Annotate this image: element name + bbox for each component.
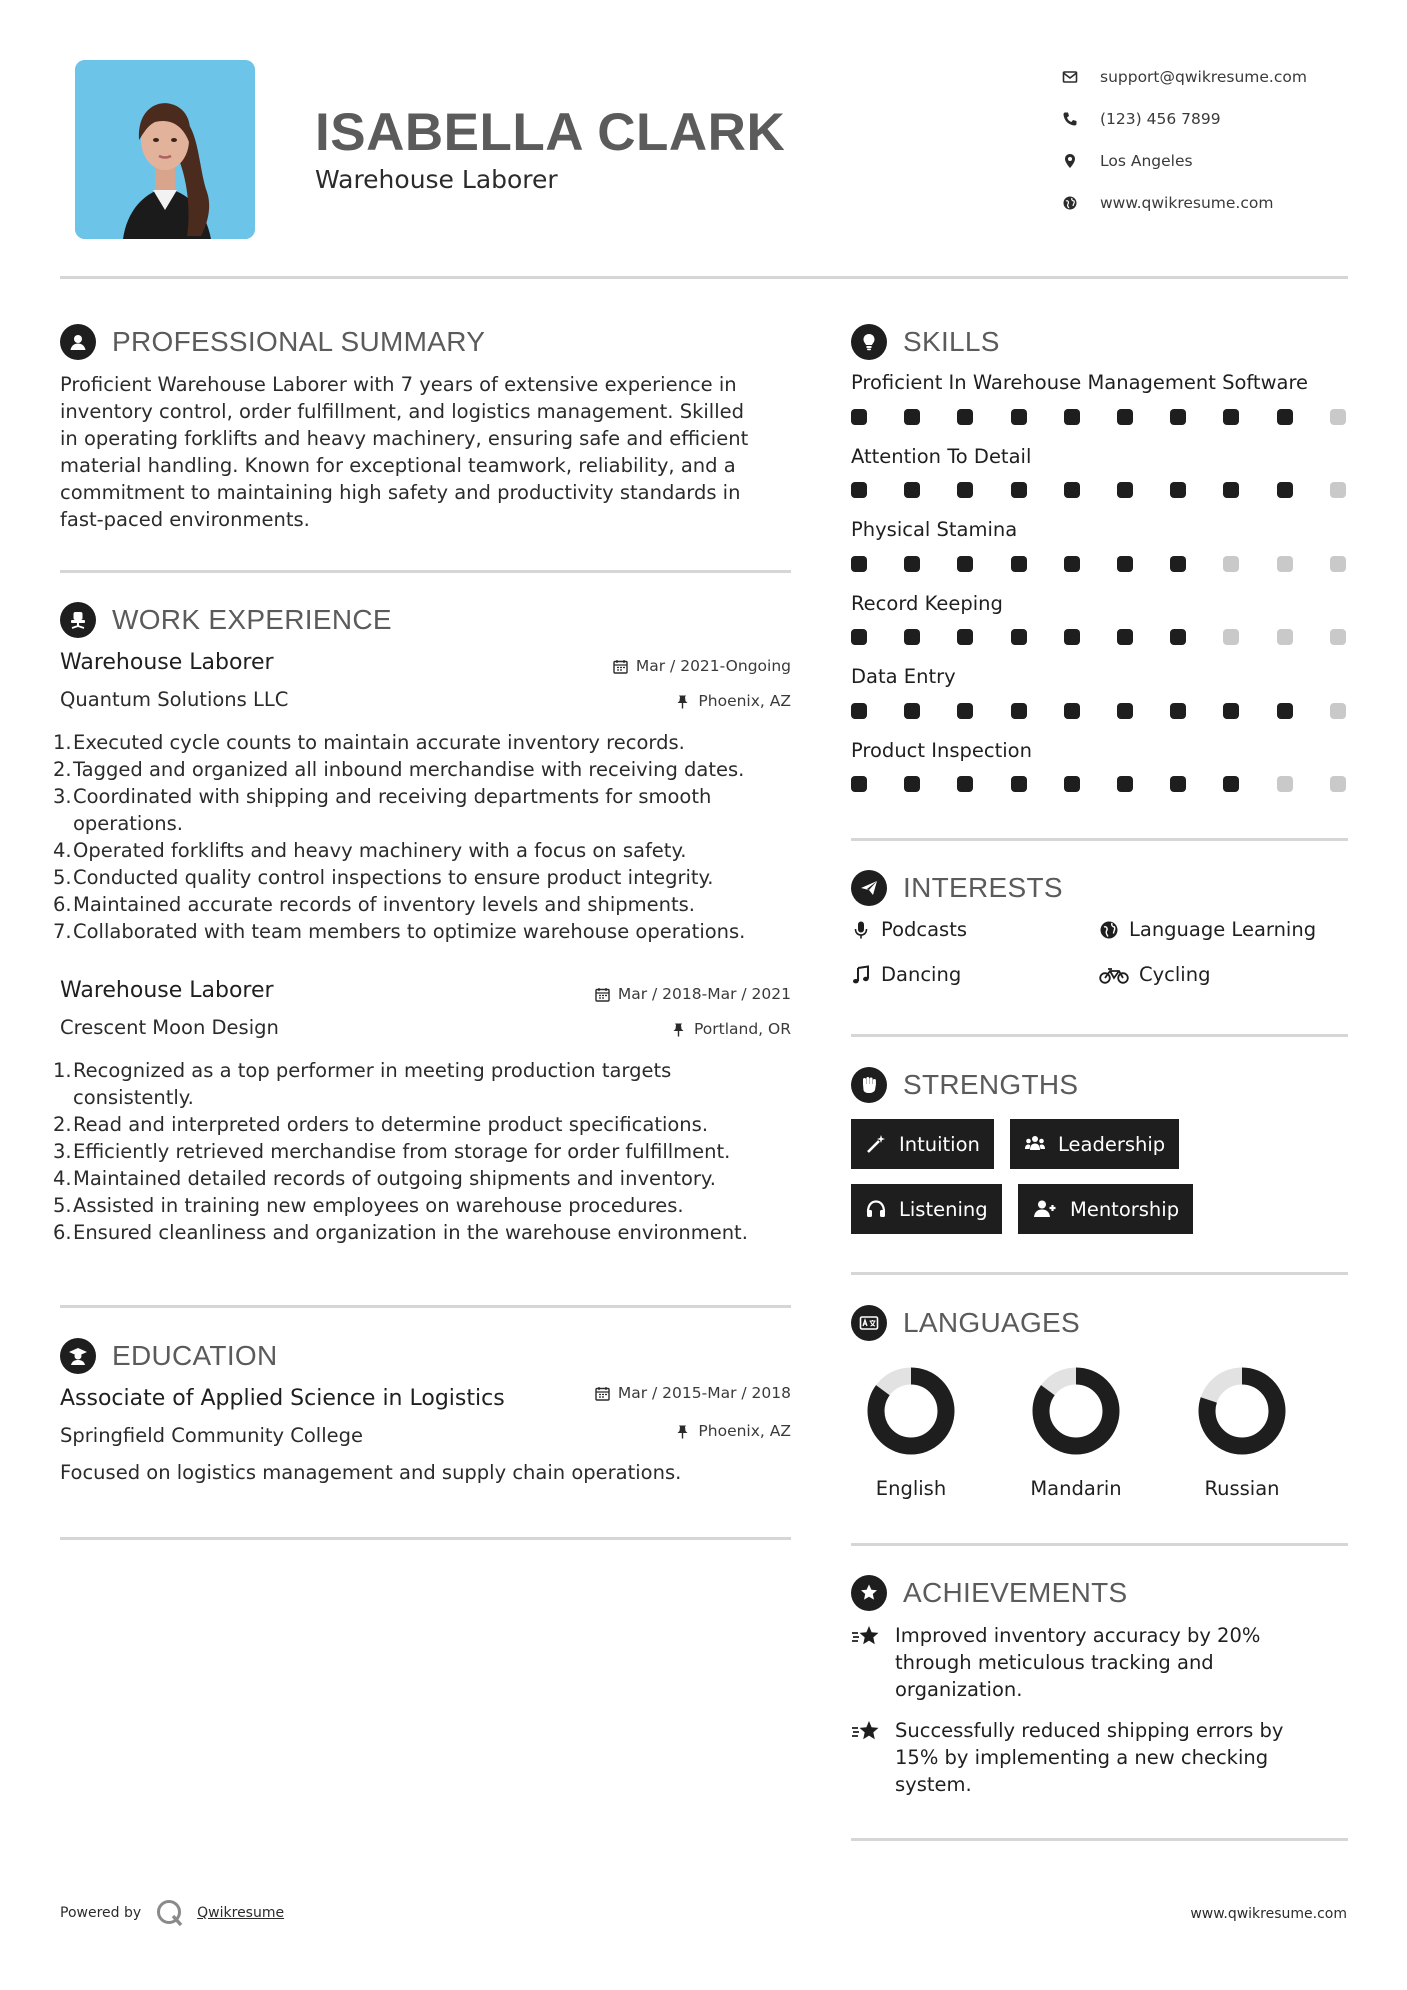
skill-dot-filled — [1064, 629, 1080, 645]
contact-email[interactable] — [1062, 56, 1307, 98]
skill-name: Proficient In Warehouse Management Software — [851, 371, 1309, 394]
job-location — [671, 1020, 791, 1038]
skill-rating — [851, 409, 1351, 425]
lightbulb-icon — [851, 324, 887, 360]
strengths-divider — [851, 1272, 1348, 1275]
calendar-icon — [613, 659, 628, 674]
education-heading — [60, 1338, 278, 1374]
interest-item: Language Learning — [1099, 918, 1316, 941]
summary-text — [60, 371, 748, 533]
languages-divider — [851, 1543, 1348, 1546]
calendar-icon — [595, 987, 610, 1002]
strength-tag: Listening — [851, 1184, 1002, 1234]
summary-line: Proficient Warehouse Laborer with 7 years of extensive experience in — [60, 373, 737, 396]
skill-dot-filled — [1117, 703, 1133, 719]
skill-dot-filled — [1277, 409, 1293, 425]
interest-item: Podcasts — [851, 918, 967, 941]
list-item: 3. Coordinated with shipping and receiving departments for smooth operations. — [53, 785, 712, 835]
job-duties — [53, 729, 745, 945]
education-divider — [60, 1537, 791, 1540]
skill-dot-filled — [904, 482, 920, 498]
map-marker-icon — [1062, 153, 1100, 169]
music-note-icon — [851, 965, 871, 985]
job-title: Warehouse Laborer — [60, 650, 274, 675]
skill-dot-filled — [904, 409, 920, 425]
interests-divider — [851, 1034, 1348, 1037]
graduate-icon — [60, 1338, 96, 1374]
language-icon — [851, 1305, 887, 1341]
skill-dot-empty — [1330, 409, 1346, 425]
microphone-icon — [851, 920, 871, 940]
skill-dot-filled — [1170, 409, 1186, 425]
skill-dot-filled — [1117, 409, 1133, 425]
skill-dot-filled — [904, 776, 920, 792]
skill-dot-filled — [904, 629, 920, 645]
skill-name: Data Entry — [851, 665, 956, 688]
summary-line: fast-paced environments. — [60, 508, 310, 531]
footer-website[interactable]: www.qwikresume.com — [1190, 1906, 1347, 1922]
interest-item: Cycling — [1099, 963, 1210, 986]
skill-dot-filled — [1170, 776, 1186, 792]
skill-dot-empty — [1223, 556, 1239, 572]
summary-divider — [60, 570, 791, 573]
skill-dot-filled — [1170, 556, 1186, 572]
list-item: 7. Collaborated with team members to optimize warehouse operations. — [53, 920, 746, 943]
job-location-text: Portland, OR — [693, 1020, 791, 1038]
skill-dot-empty — [1277, 776, 1293, 792]
skill-rating — [851, 776, 1351, 792]
skill-dot-filled — [1064, 556, 1080, 572]
skill-dot-filled — [1011, 776, 1027, 792]
contact-email-text: support@qwikresume.com — [1100, 68, 1307, 86]
summary-line: material handling. Known for exceptional teamwork, reliability, and a — [60, 454, 736, 477]
skill-dot-filled — [1117, 482, 1133, 498]
envelope-icon — [1062, 69, 1100, 85]
job-location — [675, 692, 791, 710]
contact-list — [1062, 56, 1307, 224]
summary-heading — [60, 324, 485, 360]
skills-heading — [851, 324, 1000, 360]
strength-tag: Mentorship — [1018, 1184, 1193, 1234]
education-date-text: Mar / 2015-Mar / 2018 — [617, 1384, 791, 1402]
list-item: 2. Read and interpreted orders to determine product specifications. — [53, 1113, 709, 1136]
skills-divider — [851, 838, 1348, 841]
skill-dot-filled — [1277, 703, 1293, 719]
education-title: EDUCATION — [112, 1340, 278, 1371]
skill-dot-filled — [851, 703, 867, 719]
summary-title: PROFESSIONAL SUMMARY — [112, 326, 486, 357]
skill-rating — [851, 703, 1351, 719]
job-date-text: Mar / 2018-Mar / 2021 — [617, 985, 791, 1003]
skill-dot-filled — [957, 482, 973, 498]
star-icon — [851, 1719, 881, 1745]
interests-title: INTERESTS — [903, 872, 1063, 903]
skill-dot-filled — [1117, 776, 1133, 792]
skill-dot-empty — [1330, 776, 1346, 792]
list-item: 5. Conducted quality control inspections to ensure product integrity. — [53, 866, 714, 889]
strength-tag: Leadership — [1010, 1119, 1179, 1169]
experience-title: WORK EXPERIENCE — [112, 604, 392, 635]
strengths-heading — [851, 1067, 1078, 1103]
skill-rating — [851, 556, 1351, 572]
contact-website-text: www.qwikresume.com — [1100, 194, 1274, 212]
fist-icon — [851, 1067, 887, 1103]
list-item: 6. Maintained accurate records of inventory levels and shipments. — [53, 893, 695, 916]
languages-title: LANGUAGES — [903, 1307, 1080, 1338]
job-location-text: Phoenix, AZ — [698, 692, 791, 710]
education-description: Focused on logistics management and supply chain operations. — [60, 1461, 682, 1484]
skill-dot-filled — [1170, 703, 1186, 719]
education-location — [675, 1422, 791, 1440]
skill-dot-empty — [1330, 629, 1346, 645]
calendar-icon — [595, 1386, 610, 1401]
language-name: English — [875, 1477, 947, 1500]
contact-location — [1062, 140, 1307, 182]
list-item: 1. Executed cycle counts to maintain accurate inventory records. — [53, 731, 685, 754]
skill-dot-filled — [1064, 776, 1080, 792]
language-ring — [1198, 1367, 1286, 1455]
summary-line: in operating forklifts and heavy machinery, ensuring safe and efficient — [60, 427, 749, 450]
list-item: 4. Maintained detailed records of outgoing shipments and inventory. — [53, 1167, 716, 1190]
skill-dot-filled — [957, 629, 973, 645]
candidate-name: ISABELLA CLARK — [315, 103, 786, 162]
bicycle-icon — [1099, 965, 1129, 985]
language-item — [1177, 1367, 1307, 1500]
skill-dot-empty — [1277, 629, 1293, 645]
job-title: Warehouse Laborer — [60, 978, 274, 1003]
skill-dot-filled — [1170, 482, 1186, 498]
language-name: Mandarin — [1030, 1477, 1122, 1500]
pushpin-icon — [675, 694, 690, 709]
skill-dot-filled — [1011, 703, 1027, 719]
globe-icon — [1099, 920, 1119, 940]
skill-dot-filled — [1064, 703, 1080, 719]
degree-title: Associate of Applied Science in Logistics — [60, 1386, 505, 1411]
education-location-text: Phoenix, AZ — [698, 1422, 791, 1440]
strength-tag: Intuition — [851, 1119, 994, 1169]
strengths-title: STRENGTHS — [903, 1069, 1079, 1100]
skill-dot-filled — [1117, 629, 1133, 645]
headphones-icon — [865, 1198, 887, 1220]
office-chair-icon — [60, 602, 96, 638]
skill-name: Attention To Detail — [851, 445, 1032, 468]
language-item — [1011, 1367, 1141, 1500]
interests-heading — [851, 870, 1063, 906]
contact-phone-text: (123) 456 7899 — [1100, 110, 1221, 128]
skill-dot-filled — [1117, 556, 1133, 572]
pushpin-icon — [675, 1424, 690, 1439]
summary-line: commitment to maintaining high safety and productivity standards in — [60, 481, 741, 504]
skill-dot-filled — [904, 703, 920, 719]
users-icon — [1024, 1133, 1046, 1155]
skill-name: Physical Stamina — [851, 518, 1018, 541]
skill-dot-filled — [1011, 409, 1027, 425]
summary-line: inventory control, order fulfillment, and logistics management. Skilled — [60, 400, 744, 423]
candidate-role: Warehouse Laborer — [315, 165, 558, 194]
skill-dot-empty — [1277, 556, 1293, 572]
list-item: 6. Ensured cleanliness and organization in the warehouse environment. — [53, 1221, 748, 1244]
skill-dot-filled — [904, 556, 920, 572]
list-item: 4. Operated forklifts and heavy machinery with a focus on safety. — [53, 839, 687, 862]
star-badge-icon — [851, 1575, 887, 1611]
language-name: Russian — [1204, 1477, 1280, 1500]
achievements-title: ACHIEVEMENTS — [903, 1577, 1128, 1608]
user-plus-icon — [1032, 1198, 1058, 1220]
skill-dot-filled — [1223, 776, 1239, 792]
language-item — [846, 1367, 976, 1500]
school-name: Springfield Community College — [60, 1424, 364, 1447]
phone-icon — [1062, 111, 1100, 127]
skill-dot-filled — [1277, 482, 1293, 498]
interest-item: Dancing — [851, 963, 961, 986]
achievements-divider — [851, 1838, 1348, 1841]
achievement-item: Improved inventory accuracy by 20% through meticulous tracking and organization. — [851, 1622, 1260, 1703]
skill-dot-filled — [851, 409, 867, 425]
skill-dot-empty — [1330, 556, 1346, 572]
skill-dot-filled — [1011, 629, 1027, 645]
languages-heading — [851, 1305, 1080, 1341]
skill-dot-filled — [851, 482, 867, 498]
achievement-item: Successfully reduced shipping errors by 15% by implementing a new checking system. — [851, 1717, 1283, 1798]
job-company: Crescent Moon Design — [60, 1016, 279, 1039]
list-item: 3. Efficiently retrieved merchandise from storage for order fulfillment. — [53, 1140, 731, 1163]
skill-rating — [851, 629, 1351, 645]
skill-name: Product Inspection — [851, 739, 1032, 762]
skill-dot-filled — [957, 556, 973, 572]
skill-dot-filled — [1223, 703, 1239, 719]
skill-rating — [851, 482, 1351, 498]
experience-divider — [60, 1305, 791, 1308]
profile-photo — [75, 60, 255, 239]
contact-location-text: Los Angeles — [1100, 152, 1193, 170]
achievements-heading — [851, 1575, 1128, 1611]
qwikresume-logo-icon — [155, 1898, 185, 1928]
star-icon — [851, 1624, 881, 1650]
skill-dot-filled — [851, 556, 867, 572]
skill-dot-empty — [1223, 629, 1239, 645]
language-ring — [867, 1367, 955, 1455]
skill-dot-filled — [1064, 482, 1080, 498]
list-item: 1. Recognized as a top performer in meeting production targets consistently. — [53, 1059, 672, 1109]
contact-phone[interactable] — [1062, 98, 1307, 140]
pushpin-icon — [671, 1022, 686, 1037]
skill-dot-filled — [1223, 482, 1239, 498]
skill-dot-filled — [957, 409, 973, 425]
skill-dot-filled — [851, 629, 867, 645]
magic-wand-icon — [865, 1133, 887, 1155]
paper-plane-icon — [851, 870, 887, 906]
skill-dot-filled — [1011, 482, 1027, 498]
job-duties — [53, 1057, 748, 1246]
user-icon — [60, 324, 96, 360]
list-item: 5. Assisted in training new employees on warehouse procedures. — [53, 1194, 684, 1217]
skill-dot-filled — [1223, 409, 1239, 425]
skills-title: SKILLS — [903, 326, 1000, 357]
list-item: 2. Tagged and organized all inbound merchandise with receiving dates. — [53, 758, 745, 781]
experience-heading — [60, 602, 392, 638]
job-company: Quantum Solutions LLC — [60, 688, 289, 711]
education-date — [595, 1384, 791, 1402]
brand-link[interactable]: Qwikresume — [197, 1905, 285, 1921]
footer-powered-by — [60, 1898, 284, 1928]
skill-dot-filled — [851, 776, 867, 792]
skill-dot-empty — [1330, 482, 1346, 498]
language-ring — [1032, 1367, 1120, 1455]
job-date-text: Mar / 2021-Ongoing — [635, 657, 791, 675]
header-divider — [60, 276, 1348, 279]
powered-by-label: Powered by — [60, 1905, 142, 1921]
skill-dot-filled — [1011, 556, 1027, 572]
contact-website[interactable] — [1062, 182, 1307, 224]
skill-dot-filled — [1064, 409, 1080, 425]
skill-name: Record Keeping — [851, 592, 1003, 615]
job-date — [613, 657, 791, 675]
skill-dot-filled — [957, 776, 973, 792]
globe-icon — [1062, 195, 1100, 211]
skill-dot-filled — [1170, 629, 1186, 645]
skill-dot-filled — [957, 703, 973, 719]
skill-dot-empty — [1330, 703, 1346, 719]
job-date — [595, 985, 791, 1003]
